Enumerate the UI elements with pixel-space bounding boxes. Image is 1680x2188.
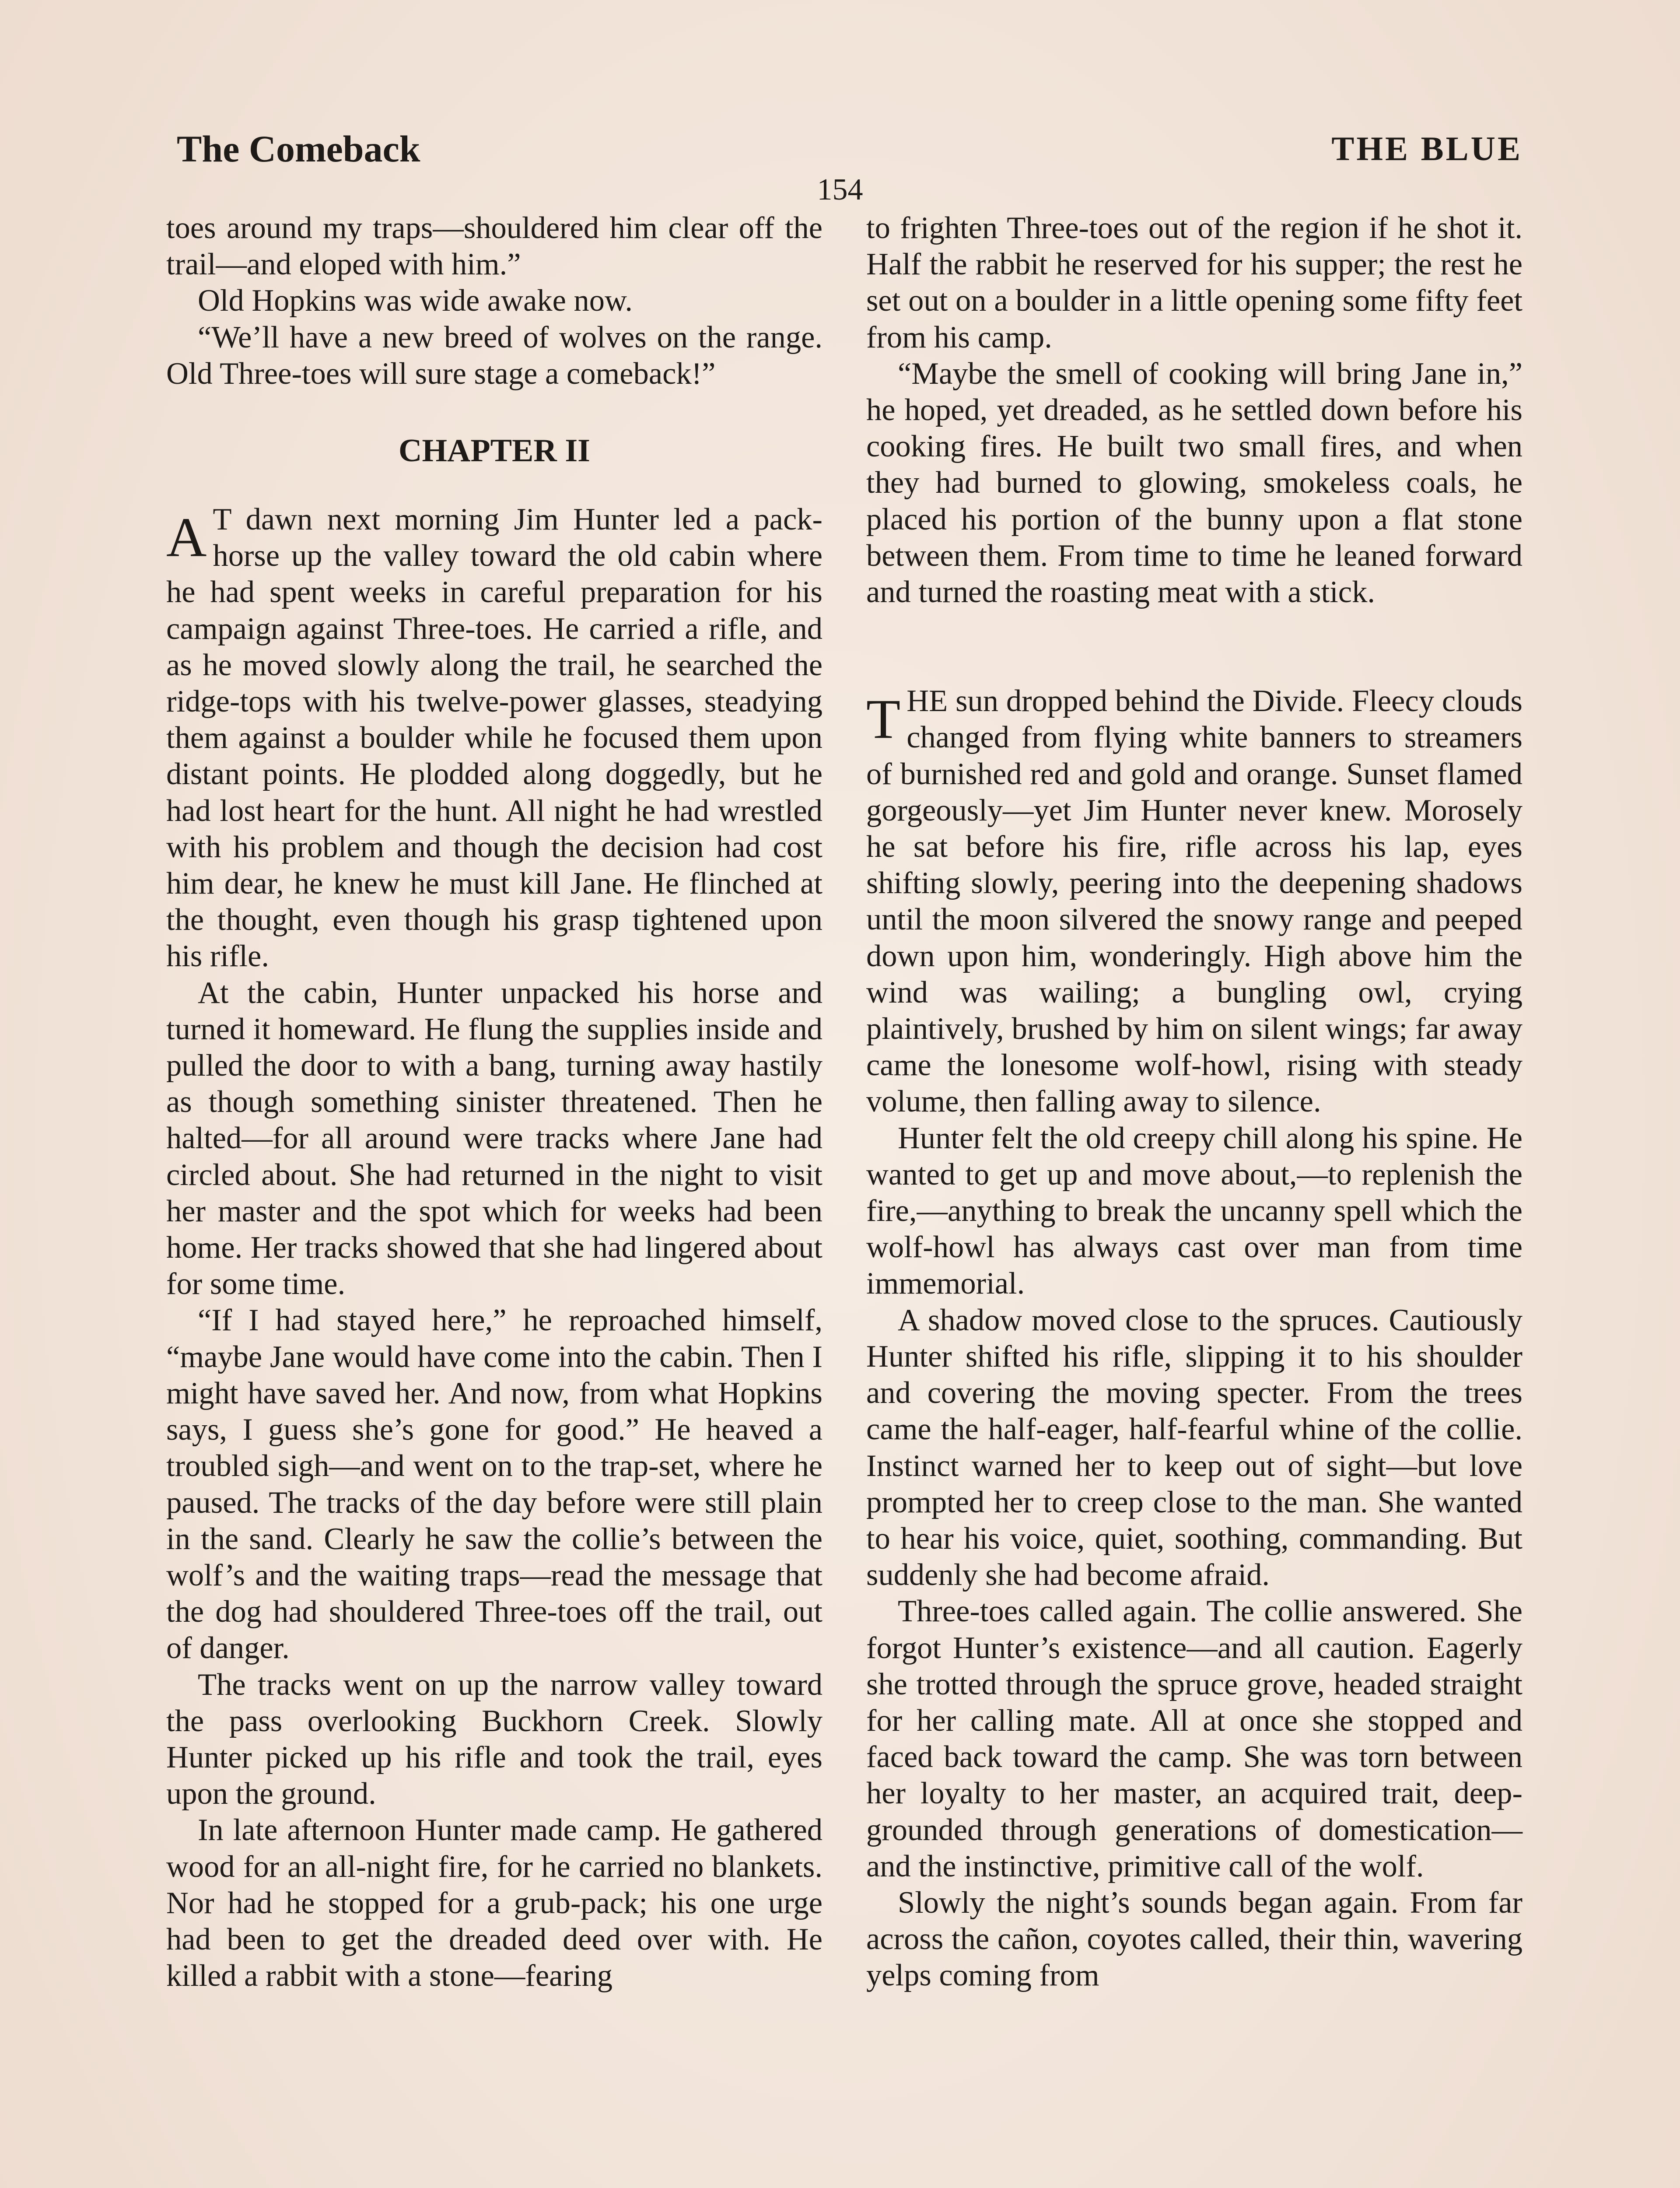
drop-cap: A [166, 506, 207, 569]
paragraph: Three-toes called again. The collie answered. She forgot Hunter’s existence—and all caution. Eagerly she trotted through the spruce grove, headed straight for her calling mate. All at once she stopped and faced back toward the camp. She was torn between her loyalty to her master, an acquired trait, deep-grounded through generations of domestication—and the instinctive, primitive call of the wolf. [866, 1594, 1522, 1883]
paragraph: The tracks went on up the narrow valley toward the pass overlooking Buckhorn Creek. Slowly Hunter picked up his rifle and took the trail, eyes upon the ground. [166, 1667, 822, 1811]
paragraph: “If I had stayed here,” he reproached himself, “maybe Jane would have come into the cabin. Then I might have saved her. And now, from what Hopkins says, I guess she’s gone for good.” He heaved a troubled sigh—and went on to the trap-set, where he paused. The tracks of the day before were still plain in the sand. Clearly he saw the collie’s between the wolf’s and the waiting traps—read the message that the dog had shouldered Three-toes off the trail, out of danger. [166, 1303, 822, 1666]
running-head-magazine-title: THE BLUE [1331, 130, 1522, 168]
paragraph: Hunter felt the old creepy chill along his spine. He wanted to get up and move about,—to replenish the fire,—anything to break the uncanny spell which the wolf-howl has always cast over man from time immemorial. [866, 1121, 1522, 1301]
paragraph-with-drop-cap [166, 501, 822, 975]
right-column [866, 210, 1522, 2188]
drop-cap: T [866, 688, 901, 750]
paragraph: “Maybe the smell of cooking will bring Jane in,” he hoped, yet dreaded, as he settled down before his cooking fires. He built two small fires, and when they had burned to glowing, smokeless coals, he placed his portion of the bunny upon a flat stone between them. From time to time he leaned forward and turned the roasting meat with a stick. [866, 356, 1522, 610]
section-break [866, 610, 1522, 683]
paragraph: A shadow moved close to the spruces. Cautiously Hunter shifted his rifle, slipping it to his shoulder and covering the moving specter. From the trees came the half-eager, half-fearful whine of the collie. Instinct warned her to keep out of sight—but love prompted her to creep close to the man. She wanted to hear his voice, quiet, soothing, commanding. But suddenly she had become afraid. [866, 1303, 1522, 1592]
paragraph: “We’ll have a new breed of wolves on the range. Old Three-toes will sure stage a comeback!” [166, 320, 822, 391]
paragraph: to frighten Three-toes out of the region if he shot it. Half the rabbit he reserved for his supper; the rest he set out on a boulder in a little opening some fifty feet from his camp. [866, 211, 1522, 354]
paragraph: In late afternoon Hunter made camp. He gathered wood for an all-night fire, for he carried no blankets. Nor had he stopped for a grub-pack; his one urge had been to get the dreaded deed over with. He killed a rabbit with a stone—fearing [166, 1813, 822, 1993]
paragraph: Old Hopkins was wide awake now. [198, 284, 633, 318]
paragraph: Slowly the night’s sounds began again. From far across the cañon, coyotes called, their thin, wavering yelps coming from [866, 1885, 1522, 1993]
paragraph-text: T dawn next morning Jim Hunter led a pack-horse up the valley toward the old cabin where he had spent weeks in careful preparation for his campaign against Three-toes. He carried a rifle, and as he moved slowly along the trail, he searched the ridge-tops with his twelve-power glasses, steadying them against a boulder while he focused them upon distant points. He plodded along doggedly, but he had lost heart for the hunt. All night he had wrestled with his problem and though the decision had cost him dear, he knew he must kill Jane. He flinched at the thought, even though his grasp tightened upon his rifle. [166, 502, 822, 974]
page-number: 154 [817, 173, 863, 207]
running-head-story-title: The Comeback [177, 128, 420, 170]
paragraph: At the cabin, Hunter unpacked his horse and turned it homeward. He flung the supplies inside and pulled the door to with a bang, turning away hastily as though something sinister threatened. Then he halted—for all around were tracks where Jane had circled about. She had returned in the night to visit her master and the spot which for weeks had been home. Her tracks showed that she had lingered about for some time. [166, 975, 822, 1301]
left-column [166, 210, 822, 2188]
chapter-heading: CHAPTER II [399, 433, 590, 469]
paragraph-text: HE sun dropped behind the Divide. Fleecy clouds changed from flying white banners to streamers of burnished red and gold and orange. Sunset flamed gorgeously—yet Jim Hunter never knew. Morosely he sat before his fire, rifle across his lap, eyes shifting slowly, peering into the deepening shadows until the moon silvered the snowy range and peeped down upon him, wonderingly. High above him the wind was wailing; a bungling owl, crying plaintively, brushed by him on silent wings; far away came the lonesome wolf-howl, rising with steady volume, then falling away to silence. [866, 684, 1522, 1119]
paragraph: toes around my traps—shouldered him clear off the trail—and eloped with him.” [166, 211, 822, 282]
paragraph-with-drop-cap [866, 683, 1522, 1120]
